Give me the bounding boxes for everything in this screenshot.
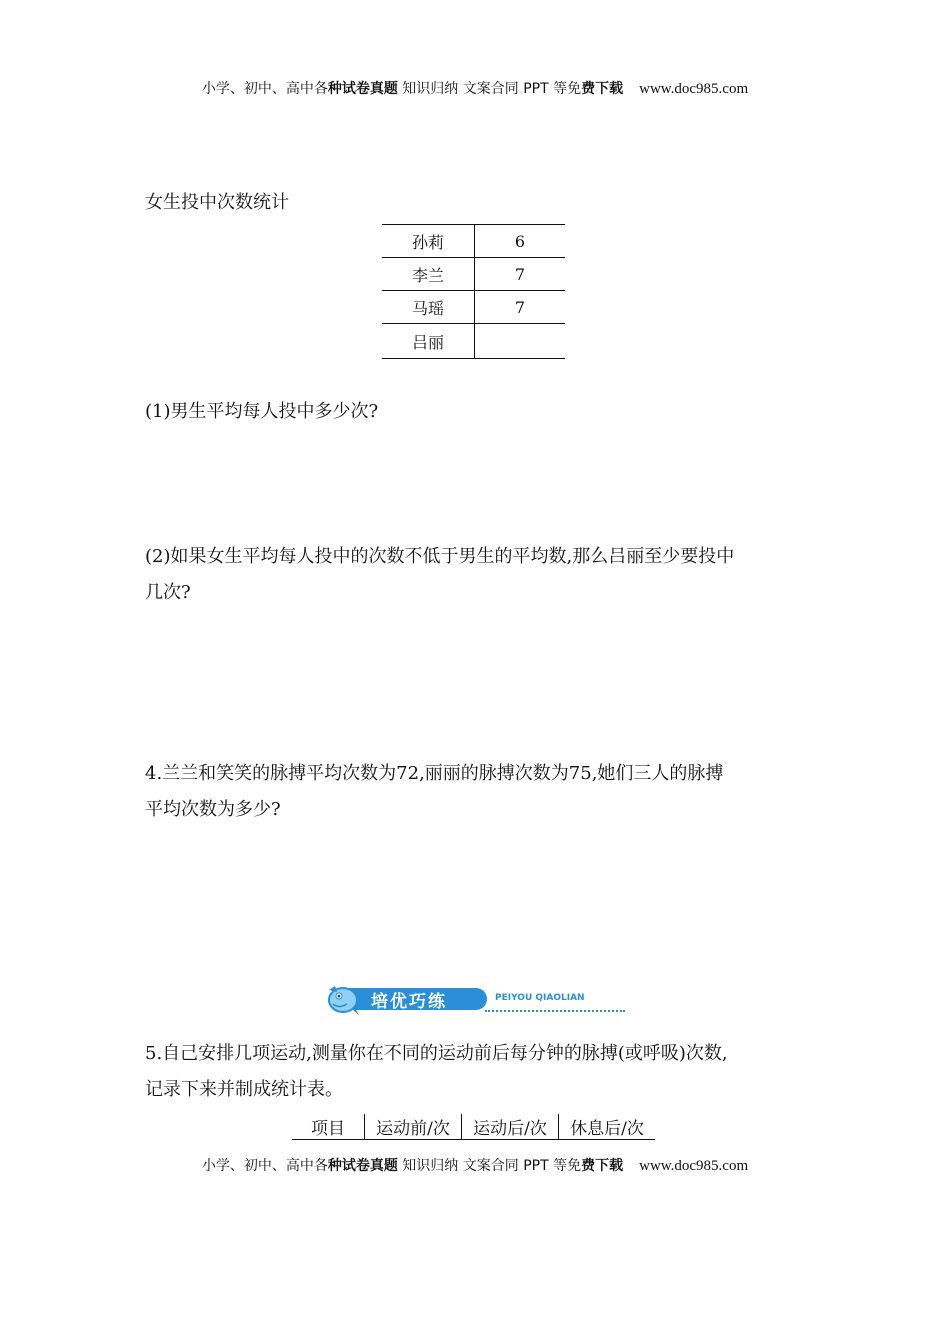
question-1: (1)男生平均每人投中多少次? xyxy=(145,401,379,422)
page-header xyxy=(0,78,950,98)
footer-text-3: 知识归纳 文案合同 PPT 等免 xyxy=(397,1158,582,1174)
girl-value: 7 xyxy=(475,291,566,324)
header-text-2: 种试卷真题 xyxy=(327,81,398,97)
table-row xyxy=(382,291,565,324)
mascot-icon xyxy=(325,982,365,1018)
girl-value: 7 xyxy=(475,258,566,291)
girl-name: 孙莉 xyxy=(382,225,475,258)
footer-url: www.doc985.com xyxy=(639,1158,749,1174)
question-2-line-1: (2)如果女生平均每人投中的次数不低于男生的平均数,那么吕丽至少要投中 xyxy=(145,546,735,567)
table-row xyxy=(382,258,565,291)
girl-value: 6 xyxy=(475,225,566,258)
girls-stats-table xyxy=(382,224,565,359)
table-row xyxy=(382,324,565,359)
header-text-4: 费下载 xyxy=(581,81,624,97)
girl-name: 马瑶 xyxy=(382,291,475,324)
table-header-row xyxy=(292,1114,655,1140)
header-text-1: 小学、初中、高中各 xyxy=(201,81,328,97)
table-row xyxy=(382,225,565,258)
badge-title: 培优巧练 xyxy=(371,992,447,1012)
question-5-line-1: 5.自己安排几项运动,测量你在不同的运动前后每分钟的脉搏(或呼吸)次数, xyxy=(145,1043,728,1064)
question-4-line-2: 平均次数为多少? xyxy=(145,799,281,820)
footer-text-2: 种试卷真题 xyxy=(327,1158,398,1174)
footer-text-4: 费下载 xyxy=(581,1158,624,1174)
section-badge xyxy=(325,982,625,1018)
girl-name: 吕丽 xyxy=(382,324,475,359)
page-footer xyxy=(0,1155,950,1175)
table-title: 女生投中次数统计 xyxy=(145,192,289,213)
badge-dotted-line xyxy=(485,1010,625,1012)
header-url: www.doc985.com xyxy=(639,81,749,97)
column-header: 运动后/次 xyxy=(462,1114,559,1140)
question-5-line-2: 记录下来并制成统计表。 xyxy=(145,1079,343,1100)
girl-value xyxy=(475,324,566,359)
girl-name: 李兰 xyxy=(382,258,475,291)
column-header: 项目 xyxy=(292,1114,365,1140)
footer-text-1: 小学、初中、高中各 xyxy=(201,1158,328,1174)
question-4-line-1: 4.兰兰和笑笑的脉搏平均次数为72,丽丽的脉搏次数为75,她们三人的脉搏 xyxy=(145,763,724,784)
sport-stats-table xyxy=(292,1114,655,1140)
column-header: 休息后/次 xyxy=(559,1114,656,1140)
badge-subtitle: PEIYOU QIAOLIAN xyxy=(495,993,585,1003)
column-header: 运动前/次 xyxy=(365,1114,462,1140)
question-2-line-2: 几次? xyxy=(145,582,191,603)
header-text-3: 知识归纳 文案合同 PPT 等免 xyxy=(397,81,582,97)
